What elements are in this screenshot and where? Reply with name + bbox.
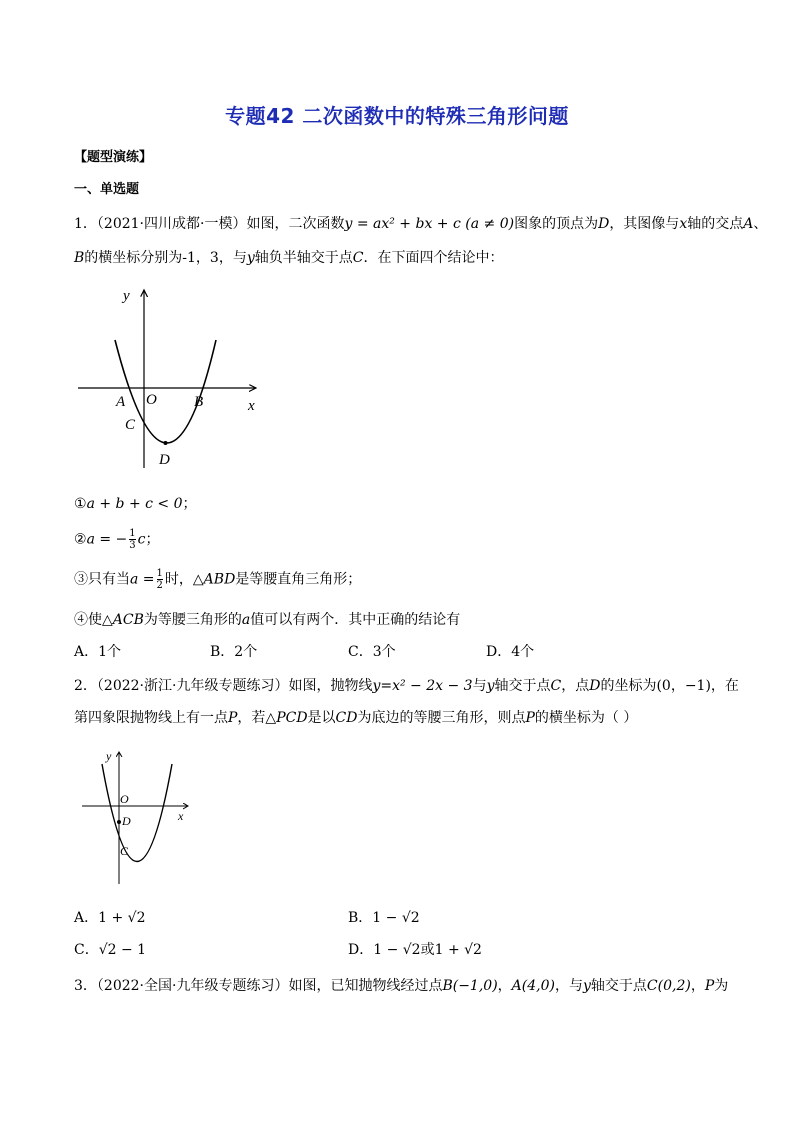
q2-option-a[interactable]: A．1 + √2 xyxy=(74,910,146,926)
q1-statement-3: ③只有当a = $\frac{1}{2}$ 时，△ABD是等腰直角三角形； xyxy=(74,568,362,591)
label-d: D xyxy=(122,814,131,828)
parabola-curve xyxy=(102,764,172,862)
q1-statement-1: ①a + b + c < 0； xyxy=(74,496,197,512)
point-d xyxy=(117,820,121,824)
label-x: x xyxy=(178,809,184,823)
page-title: 专题42 二次函数中的特殊三角形问题 xyxy=(225,104,569,128)
q1-option-b[interactable]: B．2个 xyxy=(210,644,258,660)
label-x: x xyxy=(248,398,255,414)
q1-option-d[interactable]: D．4个 xyxy=(486,644,535,660)
q2-option-c[interactable]: C．√2 − 1 xyxy=(74,942,147,958)
q1-parabola-figure xyxy=(70,282,270,472)
label-c: C xyxy=(120,844,129,858)
q1-statement-4: ④使△ACB为等腰三角形的a值可以有两个．其中正确的结论有 xyxy=(74,612,461,628)
label-c: C xyxy=(125,417,136,433)
q2-option-d[interactable]: D．1 − √2或1 + √2 xyxy=(348,942,482,958)
q1-source: （2021·四川成都·一模） xyxy=(96,216,247,232)
q2-formula: y=x² − 2x − 3 xyxy=(372,678,473,694)
q1-line1: 1．（2021·四川成都·一模）如图，二次函数y = ax² + bx + c (a ≠ 0)图象的顶点为D，其图像与x轴的交点A、 xyxy=(74,216,768,232)
q3-line1: 3．（2022·全国·九年级专题练习）如图，已知抛物线经过点B(−1,0)，A(4,0)，与y轴交于点C(0,2)，P为 xyxy=(74,978,729,994)
label-o: O xyxy=(120,792,129,806)
q1-line2: B的横坐标分别为-1，3，与y轴负半轴交于点C．在下面四个结论中： xyxy=(74,250,504,266)
q1-option-a[interactable]: A．1个 xyxy=(74,644,122,660)
q2-option-b[interactable]: B．1 − √2 xyxy=(348,910,420,926)
q1-statement-2: ②a = − $\frac{1}{3}$ c； xyxy=(74,528,160,551)
q2-parabola-figure xyxy=(76,746,196,886)
vertex-point xyxy=(164,441,168,445)
q3-source: （2022·全国·九年级专题练习） xyxy=(96,978,289,994)
label-y: y xyxy=(123,288,130,304)
label-a: A xyxy=(116,394,126,410)
label-y: y xyxy=(106,749,112,763)
q2-line2: 第四象限抛物线上有一点P，若△PCD是以CD为底边的等腰三角形，则点P的横坐标为（ ） xyxy=(74,710,638,726)
q1-option-c[interactable]: C．3个 xyxy=(348,644,396,660)
label-b: B xyxy=(194,394,204,410)
q2-source: （2022·浙江·九年级专题练习） xyxy=(96,678,289,694)
section-tag: 【题型演练】 xyxy=(74,150,153,165)
label-o: O xyxy=(146,392,157,408)
section-heading: 一、单选题 xyxy=(74,182,140,197)
q1-formula: y = ax² + bx + c (a ≠ 0) xyxy=(344,216,515,232)
q2-line1: 2．（2022·浙江·九年级专题练习）如图，抛物线y=x² − 2x − 3与y轴交于点C，点D的坐标为(0，−1)，在 xyxy=(74,678,739,694)
label-d: D xyxy=(159,452,170,468)
